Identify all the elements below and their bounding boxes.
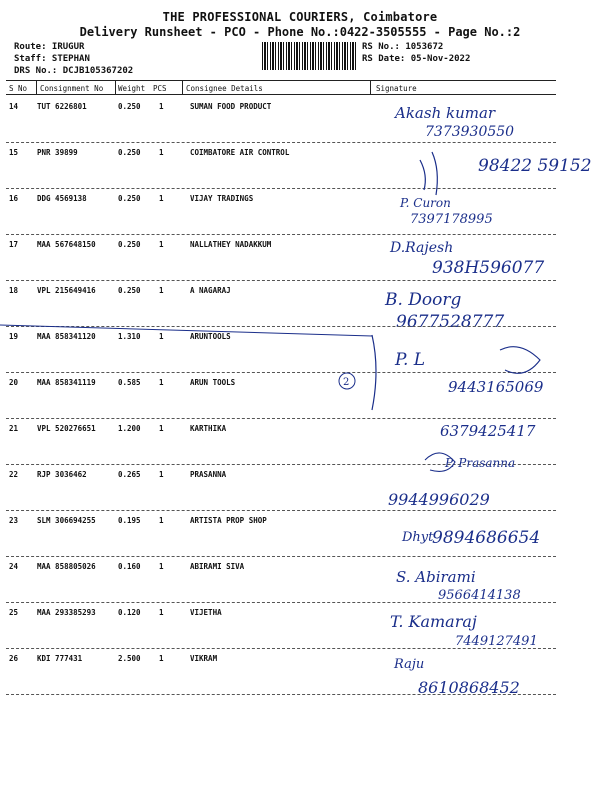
row-pcs: 1 (159, 378, 164, 387)
row-weight: 0.160 (118, 562, 141, 571)
company-title: THE PROFESSIONAL COURIERS, Coimbatore (162, 10, 438, 24)
row-consignment: DDG 4569138 (37, 194, 87, 203)
row-separator (6, 694, 556, 695)
row-separator (6, 280, 556, 281)
signature-scribble (500, 347, 540, 374)
rs-number: RS No.: 1053672 (362, 42, 444, 52)
row-pcs: 1 (159, 286, 164, 295)
signature-name: Dhyt (402, 530, 434, 545)
row-weight: 0.250 (118, 240, 141, 249)
signature-phone: 98422 59152 (478, 156, 592, 176)
row-sno: 24 (9, 562, 19, 571)
staff-label: Staff: STEPHAN (14, 54, 90, 64)
row-consignment: KDI 777431 (37, 654, 83, 663)
row-pcs: 1 (159, 240, 164, 249)
signature-phone: 7449127491 (455, 634, 538, 649)
row-consignee: ARUN TOOLS (190, 378, 236, 387)
row-sno: 20 (9, 378, 19, 387)
route-label: Route: IRUGUR (14, 42, 85, 52)
row-consignment: MAA 567648150 (37, 240, 96, 249)
signature-name: T. Kamaraj (390, 612, 477, 631)
row-consignee: VIJAY TRADINGS (190, 194, 254, 203)
row-consignment: SLM 306694255 (37, 516, 96, 525)
col-divider (370, 80, 371, 94)
signature-name: P. Prasanna (445, 456, 516, 470)
barcode (262, 42, 358, 70)
row-separator (6, 556, 556, 557)
row-separator (6, 602, 556, 603)
row-weight: 2.500 (118, 654, 141, 663)
row-separator (6, 188, 556, 189)
signature-name: D.Rajesh (390, 240, 454, 256)
row-sno: 26 (9, 654, 19, 663)
signature-name: Akash kumar (395, 104, 496, 122)
row-pcs: 1 (159, 424, 164, 433)
drs-number: DRS No.: DCJB105367202 (14, 66, 134, 76)
row-sno: 14 (9, 102, 19, 111)
row-consignment: VPL 215649416 (37, 286, 96, 295)
row-weight: 1.200 (118, 424, 141, 433)
row-pcs: 1 (159, 562, 164, 571)
row-consignment: MAA 293385293 (37, 608, 96, 617)
signature-phone: 8610868452 (418, 678, 520, 697)
signature-phone: 9677528777 (396, 312, 505, 332)
row-pcs: 1 (159, 654, 164, 663)
signature-phone: 9944996029 (388, 490, 490, 509)
runsheet-subtitle: Delivery Runsheet - PCO - Phone No.:0422-3505555 - Page No.:2 (79, 25, 521, 39)
row-weight: 0.585 (118, 378, 141, 387)
row-pcs: 1 (159, 470, 164, 479)
row-consignment: MAA 858341120 (37, 332, 96, 341)
row-separator (6, 510, 556, 511)
row-sno: 22 (9, 470, 19, 479)
row-sno: 17 (9, 240, 19, 249)
row-consignee: VIJETHA (190, 608, 222, 617)
row-consignee: KARTHIKA (190, 424, 227, 433)
row-consignment: TUT 6226801 (37, 102, 87, 111)
row-consignee: ARUNTOOLS (190, 332, 231, 341)
row-weight: 0.195 (118, 516, 141, 525)
row-consignee: SUMAN FOOD PRODUCT (190, 102, 272, 111)
signature-phone: 9566414138 (438, 588, 521, 603)
signature-phone: 938H596077 (432, 258, 545, 278)
row-consignment: VPL 520276651 (37, 424, 96, 433)
row-consignment: MAA 858341119 (37, 378, 96, 387)
col-header-pcs: PCS (153, 84, 167, 93)
signature-phone: 7373930550 (425, 124, 515, 140)
signature-phone: 7397178995 (410, 212, 493, 227)
row-consignee: A NAGARAJ (190, 286, 231, 295)
row-weight: 0.120 (118, 608, 141, 617)
signature-phone: 9894686654 (432, 528, 541, 548)
circled-number: 2 (343, 377, 350, 388)
row-pcs: 1 (159, 194, 164, 203)
col-header-sno: S No (9, 84, 28, 93)
row-weight: 0.250 (118, 102, 141, 111)
row-pcs: 1 (159, 102, 164, 111)
row-weight: 0.250 (118, 148, 141, 157)
signature-name: Raju (394, 657, 425, 672)
row-separator (6, 234, 556, 235)
col-divider (115, 80, 116, 94)
signature-phone: 9443165069 (448, 378, 544, 396)
row-consignment: MAA 858805026 (37, 562, 96, 571)
row-consignee: VIKRAM (190, 654, 218, 663)
row-pcs: 1 (159, 148, 164, 157)
col-header-consignee: Consignee Details (186, 84, 263, 93)
row-pcs: 1 (159, 516, 164, 525)
row-sno: 25 (9, 608, 19, 617)
row-consignee: COIMBATORE AIR CONTROL (190, 148, 290, 157)
signature-name: B. Doorg (385, 290, 462, 310)
circled-number-ring (339, 373, 355, 389)
row-consignee: PRASANNA (190, 470, 227, 479)
col-header-consignment: Consignment No (40, 84, 104, 93)
row-sno: 15 (9, 148, 19, 157)
row-weight: 0.265 (118, 470, 141, 479)
row-sno: 19 (9, 332, 19, 341)
row-consignee: ARTISTA PROP SHOP (190, 516, 267, 525)
signature-phone: 6379425417 (440, 422, 536, 440)
row-consignment: PNR 39899 (37, 148, 78, 157)
row-consignee: NALLATHEY NADAKKUM (190, 240, 272, 249)
row-weight: 0.250 (118, 286, 141, 295)
row-sno: 16 (9, 194, 19, 203)
row-consignment: RJP 3036462 (37, 470, 87, 479)
row-weight: 0.250 (118, 194, 141, 203)
rs-date: RS Date: 05-Nov-2022 (362, 54, 471, 64)
row-separator (6, 648, 556, 649)
signature-name: P. L (395, 350, 426, 370)
row-separator (6, 418, 556, 419)
row-separator (6, 372, 556, 373)
col-divider (36, 80, 37, 94)
row-sno: 21 (9, 424, 19, 433)
row-pcs: 1 (159, 332, 164, 341)
row-consignee: ABIRAMI SIVA (190, 562, 245, 571)
row-weight: 1.310 (118, 332, 141, 341)
row-separator (6, 326, 556, 327)
row-sno: 18 (9, 286, 19, 295)
col-divider (182, 80, 183, 94)
signature-name: S. Abirami (396, 568, 476, 586)
row-sno: 23 (9, 516, 19, 525)
row-separator (6, 142, 556, 143)
table-header-rule (6, 94, 556, 95)
col-header-weight: Weight (118, 84, 146, 93)
row-pcs: 1 (159, 608, 164, 617)
col-header-signature: Signature (376, 84, 417, 93)
table-top-rule (6, 80, 556, 81)
signature-name: P. Curon (400, 196, 451, 210)
